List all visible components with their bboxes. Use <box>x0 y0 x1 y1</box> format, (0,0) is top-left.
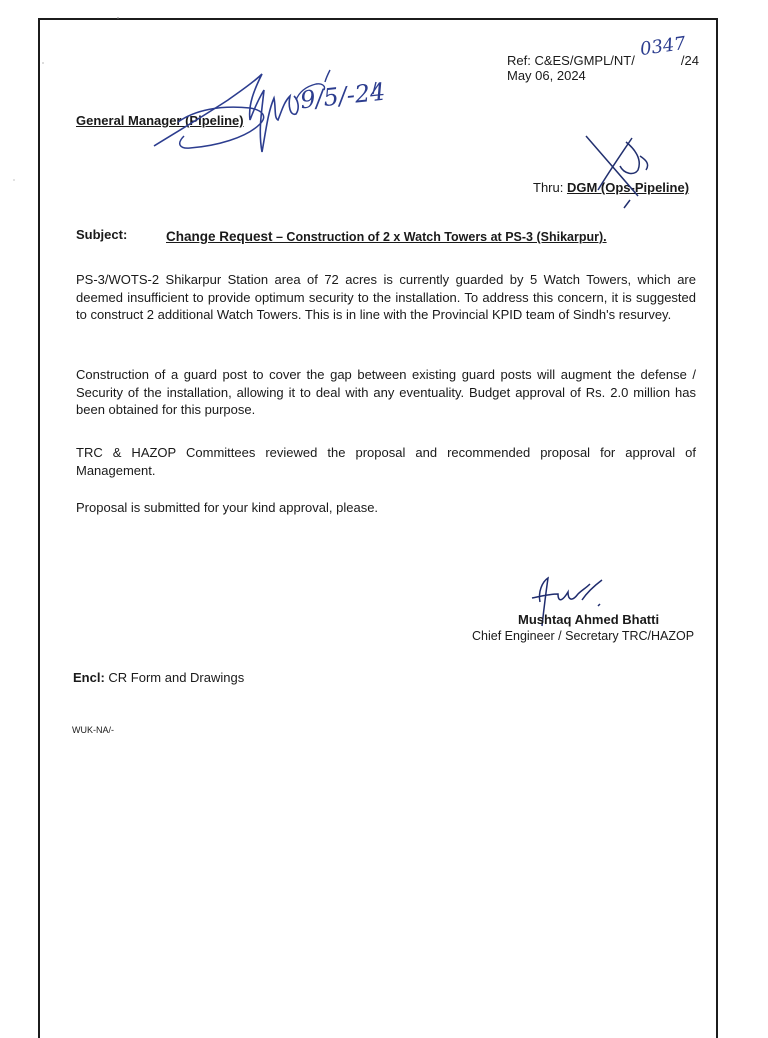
enclosure-line <box>73 670 244 685</box>
reference-initials: WUK-NA/- <box>72 725 114 735</box>
thru-recipient: DGM (Ops-Pipeline) <box>566 180 690 195</box>
body-paragraph-3: TRC & HAZOP Committees reviewed the proposal and recommended proposal for approval of Management. <box>76 445 696 478</box>
handwritten-reference-number: 0347 <box>638 32 688 61</box>
thru-label: Thru: <box>533 180 564 195</box>
letter-date: May 06, 2024 <box>507 68 586 83</box>
enclosure-value: CR Form and Drawings <box>104 670 245 685</box>
reference-prefix: Ref: C&ES/GMPL/NT/ <box>507 53 635 68</box>
subject-detail: – Construction of 2 x Watch Towers at PS-3 (Shikarpur). <box>272 230 607 244</box>
signatory-name: Mushtaq Ahmed Bhatti <box>518 612 660 627</box>
enclosure-label: Encl: <box>73 670 105 685</box>
body-paragraph-4: Proposal is submitted for your kind approval, please. <box>76 500 379 515</box>
dgm-initials-signature <box>580 130 660 210</box>
reference-suffix: /24 <box>680 53 699 68</box>
recipient-signature <box>150 60 410 160</box>
recipient: General Manager (Pipeline) <box>76 113 244 128</box>
body-paragraph-1: PS-3/WOTS-2 Shikarpur Station area of 72 acres is currently guarded by 5 Watch Towers, which are deemed insufficient to provide optimum security to the installation. To address this concern, it is suggested to construct 2 additional Watch Towers. This is in line with the Provincial KPID team of Sindh's resurvey. <box>76 272 696 322</box>
subject-label: Subject: <box>76 227 128 242</box>
subject-lead: Change Request <box>166 229 273 244</box>
subject-text <box>166 229 607 244</box>
signatory-title: Chief Engineer / Secretary TRC/HAZOP <box>472 629 695 643</box>
body-paragraph-2: Construction of a guard post to cover the gap between existing guard posts will augment the defense / Security of the installation, allowing it to deal with any eventuality. Budget approval of Rs. 2.0 million has been obtained for this purpose. <box>76 367 696 417</box>
handwritten-date: 9/5/-24 <box>298 77 387 115</box>
